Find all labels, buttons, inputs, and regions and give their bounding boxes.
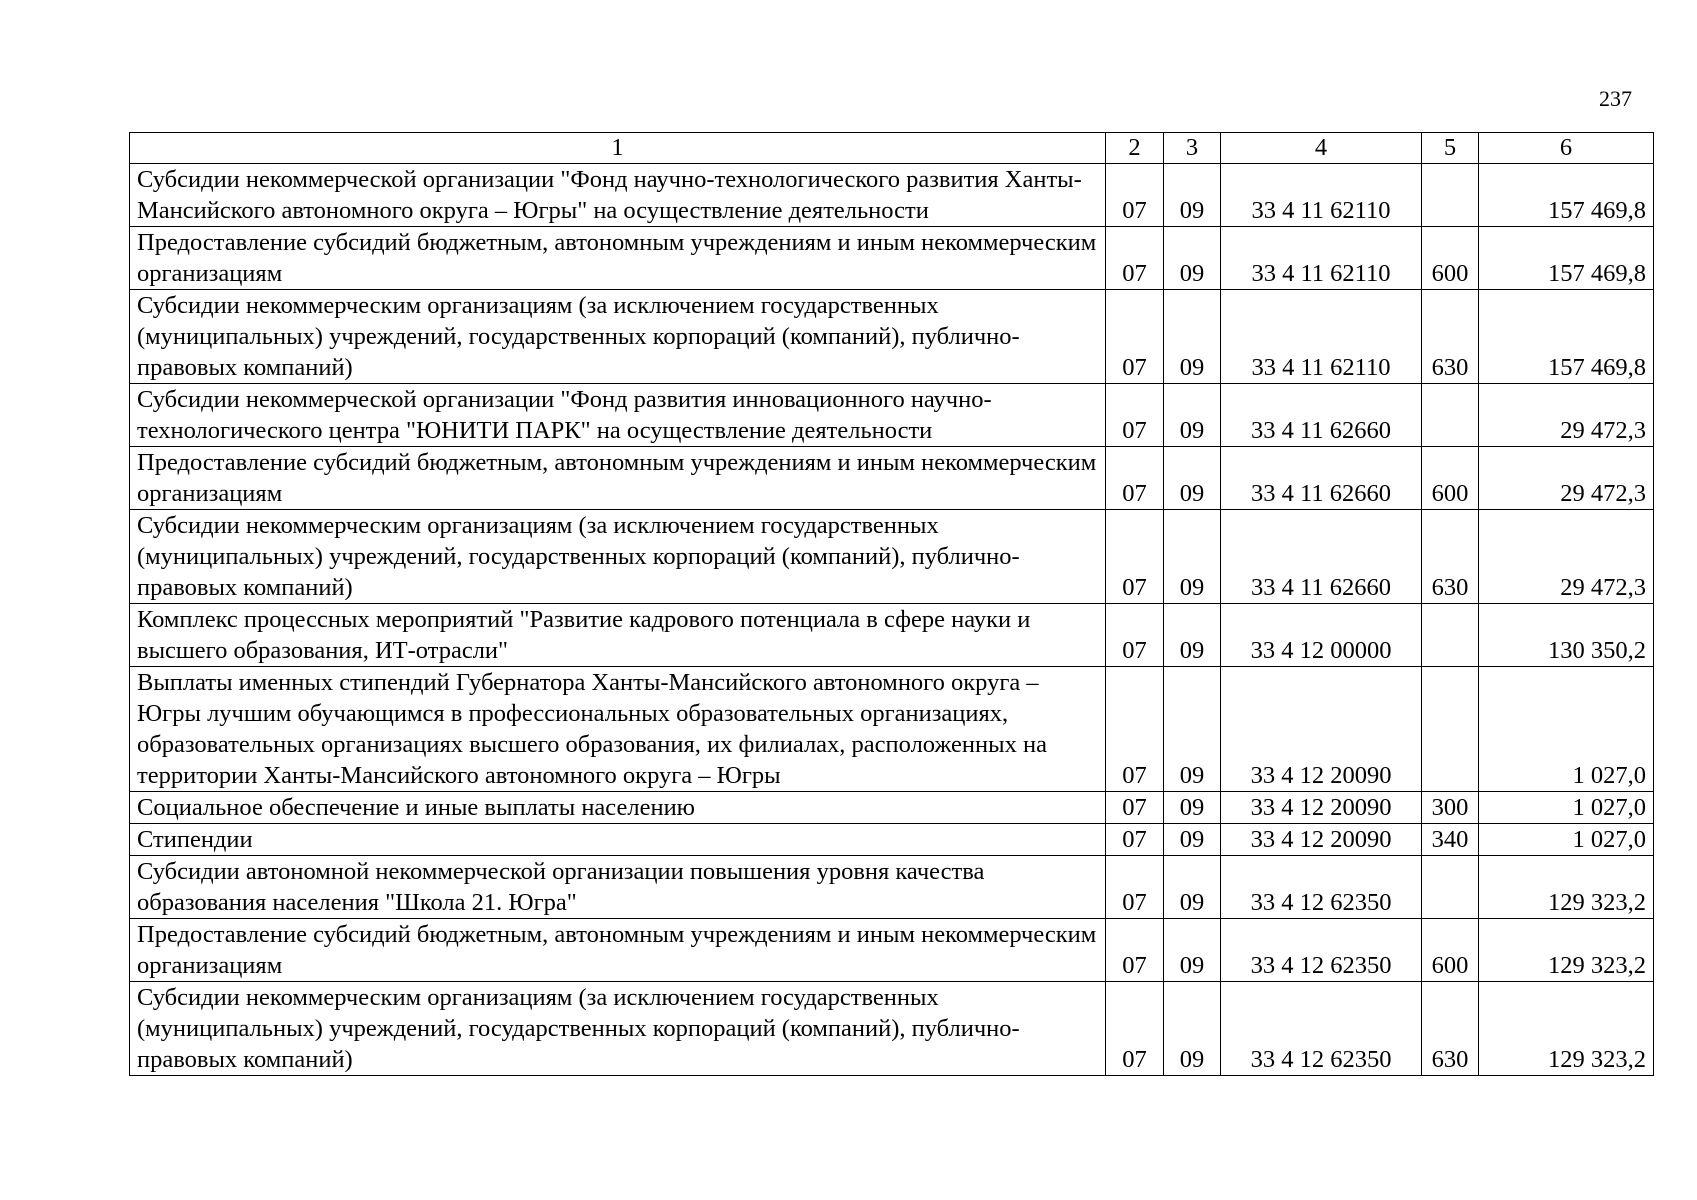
row-amount: 129 323,2 (1479, 919, 1654, 982)
row-description: Субсидии некоммерческой организации "Фонд научно-технологического развития Ханты-Мансийского автономного округа – Югры" на осуществление деятельности (130, 164, 1106, 227)
row-subsection: 09 (1164, 792, 1221, 824)
table-row (130, 447, 1654, 510)
header-col-6: 6 (1479, 133, 1654, 164)
table-row (130, 290, 1654, 384)
row-target-article: 33 4 12 20090 (1221, 792, 1422, 824)
row-expense-type: 600 (1422, 227, 1479, 290)
row-target-article: 33 4 11 62660 (1221, 384, 1422, 447)
row-description: Предоставление субсидий бюджетным, автономным учреждениям и иным некоммерческим организациям (130, 227, 1106, 290)
page-number: 237 (1599, 86, 1632, 111)
table-row (130, 384, 1654, 447)
table-row (130, 919, 1654, 982)
row-subsection: 09 (1164, 667, 1221, 792)
row-target-article: 33 4 11 62660 (1221, 447, 1422, 510)
row-description: Субсидии некоммерческой организации "Фонд развития инновационного научно-технологического центра "ЮНИТИ ПАРК" на осуществление деятельности (130, 384, 1106, 447)
table-row (130, 164, 1654, 227)
row-subsection: 09 (1164, 384, 1221, 447)
row-amount: 29 472,3 (1479, 384, 1654, 447)
table-row (130, 982, 1654, 1076)
row-subsection: 09 (1164, 604, 1221, 667)
row-target-article: 33 4 12 20090 (1221, 824, 1422, 856)
row-subsection: 09 (1164, 227, 1221, 290)
row-amount: 130 350,2 (1479, 604, 1654, 667)
row-section: 07 (1106, 919, 1164, 982)
row-section: 07 (1106, 982, 1164, 1076)
row-expense-type: 630 (1422, 290, 1479, 384)
row-section: 07 (1106, 290, 1164, 384)
table-row (130, 604, 1654, 667)
row-section: 07 (1106, 824, 1164, 856)
header-col-4: 4 (1221, 133, 1422, 164)
row-target-article: 33 4 12 62350 (1221, 919, 1422, 982)
row-amount: 157 469,8 (1479, 290, 1654, 384)
header-col-2: 2 (1106, 133, 1164, 164)
row-section: 07 (1106, 604, 1164, 667)
row-subsection: 09 (1164, 164, 1221, 227)
row-amount: 1 027,0 (1479, 792, 1654, 824)
table-row (130, 227, 1654, 290)
row-expense-type: 600 (1422, 447, 1479, 510)
row-description: Субсидии некоммерческим организациям (за исключением государственных (муниципальных) учреждений, государственных корпораций (компаний), публично-правовых компаний) (130, 982, 1106, 1076)
header-col-5: 5 (1422, 133, 1479, 164)
table-row (130, 510, 1654, 604)
row-amount: 1 027,0 (1479, 667, 1654, 792)
row-description: Социальное обеспечение и иные выплаты населению (130, 792, 1106, 824)
table-row (130, 792, 1654, 824)
row-amount: 1 027,0 (1479, 824, 1654, 856)
row-section: 07 (1106, 792, 1164, 824)
row-amount: 157 469,8 (1479, 227, 1654, 290)
row-expense-type (1422, 604, 1479, 667)
row-amount: 129 323,2 (1479, 856, 1654, 919)
row-amount: 29 472,3 (1479, 447, 1654, 510)
row-expense-type (1422, 164, 1479, 227)
budget-table (129, 132, 1654, 1076)
row-expense-type: 630 (1422, 510, 1479, 604)
row-description: Стипендии (130, 824, 1106, 856)
row-subsection: 09 (1164, 982, 1221, 1076)
table-body (130, 164, 1654, 1076)
row-section: 07 (1106, 510, 1164, 604)
table-header (130, 133, 1654, 164)
row-target-article: 33 4 12 62350 (1221, 982, 1422, 1076)
row-amount: 129 323,2 (1479, 982, 1654, 1076)
row-target-article: 33 4 11 62110 (1221, 227, 1422, 290)
row-subsection: 09 (1164, 290, 1221, 384)
row-expense-type (1422, 856, 1479, 919)
row-description: Субсидии некоммерческим организациям (за исключением государственных (муниципальных) учреждений, государственных корпораций (компаний), публично-правовых компаний) (130, 510, 1106, 604)
row-expense-type (1422, 667, 1479, 792)
row-section: 07 (1106, 227, 1164, 290)
row-amount: 29 472,3 (1479, 510, 1654, 604)
table-row (130, 667, 1654, 792)
header-col-1: 1 (130, 133, 1106, 164)
table-row (130, 824, 1654, 856)
row-subsection: 09 (1164, 824, 1221, 856)
row-expense-type: 340 (1422, 824, 1479, 856)
row-description: Субсидии автономной некоммерческой организации повышения уровня качества образования населения "Школа 21. Югра" (130, 856, 1106, 919)
row-target-article: 33 4 11 62660 (1221, 510, 1422, 604)
header-col-3: 3 (1164, 133, 1221, 164)
table-row (130, 856, 1654, 919)
row-expense-type: 300 (1422, 792, 1479, 824)
row-section: 07 (1106, 447, 1164, 510)
row-target-article: 33 4 12 20090 (1221, 667, 1422, 792)
row-subsection: 09 (1164, 510, 1221, 604)
row-expense-type (1422, 384, 1479, 447)
row-expense-type: 600 (1422, 919, 1479, 982)
row-section: 07 (1106, 164, 1164, 227)
row-target-article: 33 4 11 62110 (1221, 290, 1422, 384)
row-target-article: 33 4 12 62350 (1221, 856, 1422, 919)
row-section: 07 (1106, 856, 1164, 919)
row-subsection: 09 (1164, 447, 1221, 510)
row-description: Предоставление субсидий бюджетным, автономным учреждениям и иным некоммерческим организациям (130, 447, 1106, 510)
row-description: Субсидии некоммерческим организациям (за исключением государственных (муниципальных) учреждений, государственных корпораций (компаний), публично-правовых компаний) (130, 290, 1106, 384)
header-row (130, 133, 1654, 164)
row-section: 07 (1106, 384, 1164, 447)
row-description: Выплаты именных стипендий Губернатора Ханты-Мансийского автономного округа – Югры лучшим обучающимся в профессиональных образовательных организациях, образовательных организациях высшего образования, их филиалах, расположенных на территории Ханты-Мансийского автономного округа – Югры (130, 667, 1106, 792)
row-description: Предоставление субсидий бюджетным, автономным учреждениям и иным некоммерческим организациям (130, 919, 1106, 982)
row-target-article: 33 4 11 62110 (1221, 164, 1422, 227)
row-target-article: 33 4 12 00000 (1221, 604, 1422, 667)
row-subsection: 09 (1164, 919, 1221, 982)
row-subsection: 09 (1164, 856, 1221, 919)
row-expense-type: 630 (1422, 982, 1479, 1076)
row-description: Комплекс процессных мероприятий "Развитие кадрового потенциала в сфере науки и высшего образования, ИТ-отрасли" (130, 604, 1106, 667)
row-section: 07 (1106, 667, 1164, 792)
row-amount: 157 469,8 (1479, 164, 1654, 227)
